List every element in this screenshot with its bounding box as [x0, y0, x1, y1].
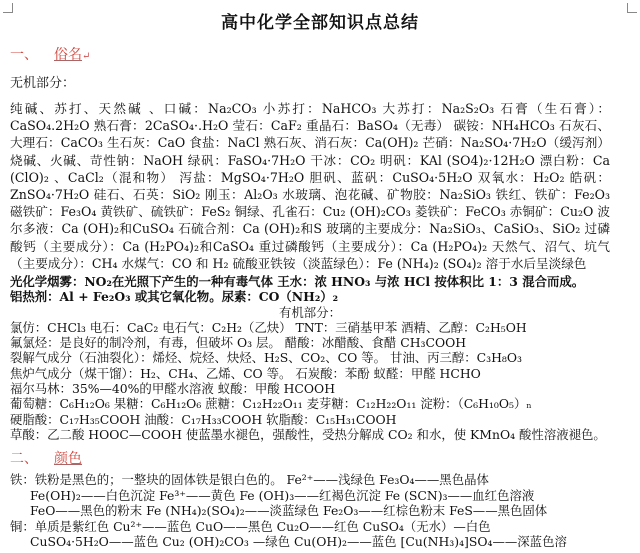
- color-line: Fe(OH)₂——白色沉淀 Fe³⁺——黄色 Fe (OH)₃——红褐色沉淀 Fe (SCN)₃——血红色溶液: [30, 487, 535, 503]
- organic-line: 铝热剂：Al + Fe₂O₃ 或其它氧化物。尿素：CO（NH₂）₂: [10, 289, 339, 305]
- section-number: 二、: [10, 451, 38, 467]
- inorganic-heading: 无机部分：: [10, 76, 76, 91]
- organic-line: 草酸：乙二酸 HOOC—COOH 使蓝墨水褪色，强酸性，受热分解成 CO₂ 和水，使 KMnO₄ 酸性溶液褪色。: [10, 426, 606, 442]
- organic-line: 氟氯烃：是良好的制冷剂，有毒，但破坏 O₃ 层。 醋酸：冰醋酸、食醋 CH₃COOH: [10, 335, 467, 351]
- section-title: 颜色: [54, 451, 82, 467]
- organic-line: 硬脂酸：C₁₇H₃₅COOH 油酸：C₁₇H₃₃COOH 软脂酸：C₁₅H₃₁COOH: [10, 411, 397, 427]
- color-line: 铁：铁粉是黑色的；一整块的固体铁是银白色的。 Fe²⁺——浅绿色 Fe₃O₄——黑色晶体: [10, 472, 489, 487]
- inorganic-paragraph: 纯碱、苏打、天然碱 、口碱：Na₂CO₃ 小苏打：NaHCO₃ 大苏打：Na₂S₂O₃ 石膏（生石膏）：CaSO₄.2H₂O 熟石膏：2CaSO₄·.H₂O 莹石：CaF₂ 重晶石：BaSO₄（无毒） 碳铵：NH₄HCO₃ 石灰石、大理石：CaCO₃ 生石灰：CaO 食盐：NaCl 熟石灰、消石灰：Ca(OH)₂ 芒硝：Na₂SO₄·7H₂O（缓泻剂） 烧碱、火碱、苛性钠：NaOH 绿矾：FaSO₄·7H₂O 干冰：CO₂ 明矾：KAl (SO4)₂·12H₂O 漂白粉：Ca (ClO)₂ 、CaCl₂（混和物） 泻盐：MgSO₄·7H₂O 胆矾、蓝矾：CuSO₄·5H₂O 双氧水：H₂O₂ 皓矾：ZnSO₄·7H₂O 硅石、石英：SiO₂ 刚玉：Al₂O₃ 水玻璃、泡花碱、矿物胶：Na₂SiO₃ 铁红、铁矿：Fe₂O₃ 磁铁矿：Fe₃O₄ 黄铁矿、硫铁矿：FeS₂ 铜绿、孔雀石：Cu₂ (OH)₂CO₃ 菱铁矿：FeCO₃ 赤铜矿：Cu₂O 波尔多液：Ca (OH)₂和CuSO₄ 石硫合剂：Ca (OH)₂和S 玻璃的主要成分：Na₂SiO₃、CaSiO₃、SiO₂ 过磷酸钙（主要成分）：Ca (H₂PO₄)₂和CaSO₄ 重过磷酸钙（主要成分）：Ca (H₂PO₄)₂ 天然气、沼气、坑气（主要成分）：CH₄ 水煤气：CO 和 H₂ 硫酸亚铁铵（淡蓝绿色）：Fe (NH₄)₂ (SO₄)₂ 溶于水后呈淡绿色: [10, 101, 610, 271]
- section-heading-colors: [10, 448, 82, 468]
- page-title: 高中化学全部知识点总结: [221, 13, 419, 33]
- organic-line: 有机部分：: [279, 304, 341, 320]
- colors-block: [10, 472, 610, 552]
- color-line: 铜：单质是紫红色 Cu²⁺——蓝色 CuO——黑色 Cu₂O——红色 CuSO₄（无水）—白色: [10, 518, 491, 534]
- section-number: 一、: [10, 47, 38, 63]
- organic-block: [10, 274, 610, 442]
- organic-line: 氯仿：CHCl₃ 电石：CaC₂ 电石气：C₂H₂（乙炔） TNT：三硝基甲苯 酒精、乙醇：C₂H₅OH: [10, 319, 527, 335]
- organic-line: 葡萄糖：C₆H₁₂O₆ 果糖：C₆H₁₂O₆ 蔗糖：C₁₂H₂₂O₁₁ 麦芽糖：C₁₂H₂₂O₁₁ 淀粉：（C₆H₁₀O₅）ₙ: [10, 396, 532, 412]
- section-title: 俗名: [54, 47, 82, 63]
- color-line: FeO——黑色的粉末 Fe (NH₄)₂(SO₄)₂——淡蓝绿色 Fe₂O₃——红棕色粉末 FeS——黑色固体: [30, 503, 548, 519]
- color-line: CuSO₄·5H₂O——蓝色 Cu₂ (OH)₂CO₃ —绿色 Cu(OH)₂——蓝色 [Cu(NH₃)₄]SO₄——深蓝色溶: [30, 534, 567, 550]
- organic-line: 光化学烟雾：NO₂在光照下产生的一种有毒气体 王水：浓 HNO₃ 与浓 HCl 按体积比 1：3 混合而成。: [10, 274, 585, 289]
- organic-line: 裂解气成分（石油裂化）：烯烃、烷烃、炔烃、H₂S、CO₂、CO 等。 甘油、丙三醇：C₃H₈O₃: [10, 350, 523, 366]
- organic-line: 焦炉气成分（煤干馏）：H₂、CH₄、乙烯、CO 等。 石炭酸：苯酚 蚁醛：甲醛 HCHO: [10, 365, 481, 381]
- organic-line: 福尔马林：35%—40%的甲醛水溶液 蚁酸：甲酸 HCOOH: [10, 381, 336, 397]
- paragraph-mark-icon: ↵: [82, 51, 91, 62]
- section-heading-names: [10, 44, 90, 64]
